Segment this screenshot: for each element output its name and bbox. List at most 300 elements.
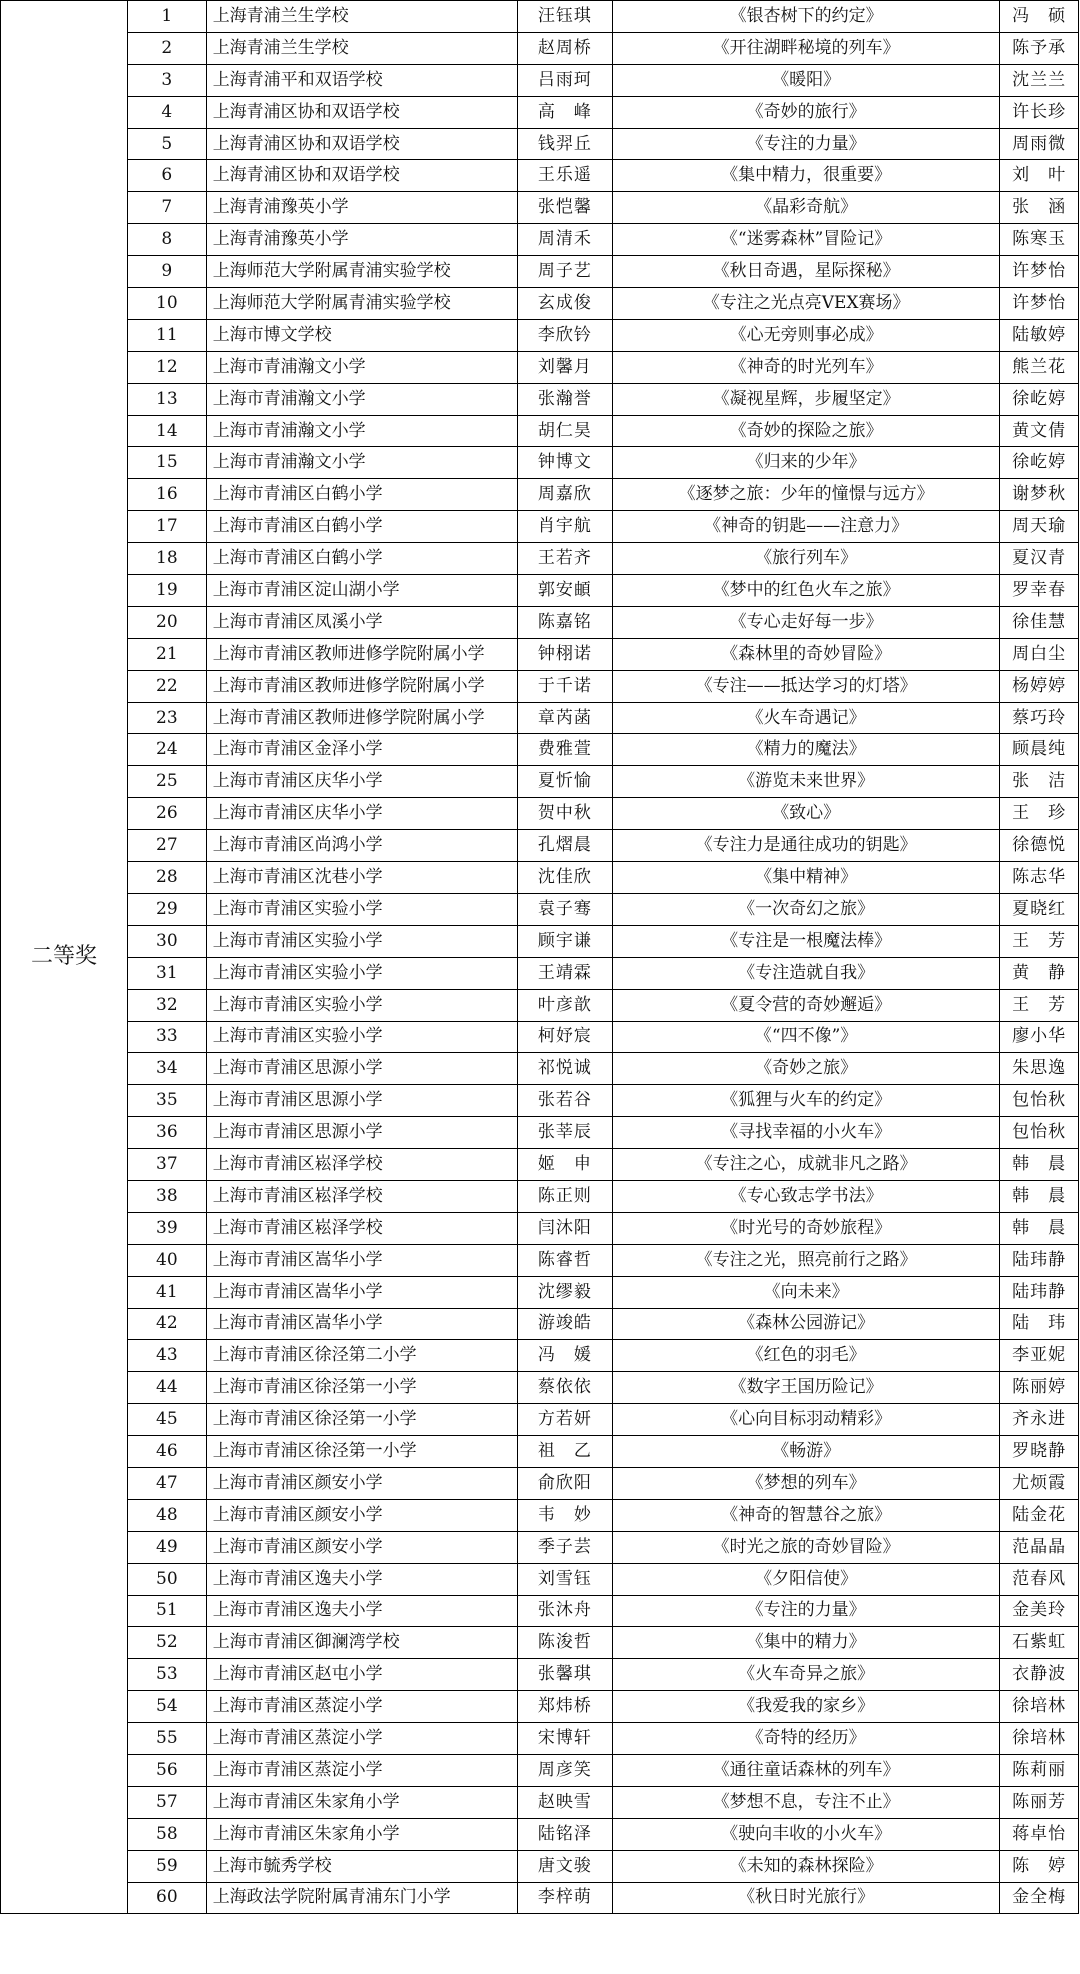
table-row: [1, 1180, 1079, 1212]
student-name: 叶彦歆: [517, 989, 612, 1021]
student-name: 柯妤宸: [517, 1021, 612, 1053]
teacher-name: 夏汉青: [1000, 543, 1079, 575]
student-name: 方若妍: [517, 1404, 612, 1436]
work-title: 《专注——抵达学习的灯塔》: [612, 670, 999, 702]
table-row: [1, 575, 1079, 607]
work-title: 《致心》: [612, 798, 999, 830]
row-number: 52: [127, 1627, 206, 1659]
table-row: [1, 1244, 1079, 1276]
table-row: [1, 192, 1079, 224]
student-name: 贺中秋: [517, 798, 612, 830]
student-name: 陈正则: [517, 1180, 612, 1212]
teacher-name: 许长珍: [1000, 96, 1079, 128]
school-name: 上海市青浦区嵩华小学: [206, 1244, 517, 1276]
teacher-name: 夏晓红: [1000, 893, 1079, 925]
work-title: 《归来的少年》: [612, 447, 999, 479]
table-row: [1, 1021, 1079, 1053]
row-number: 19: [127, 575, 206, 607]
row-number: 31: [127, 957, 206, 989]
table-row: [1, 1659, 1079, 1691]
school-name: 上海市毓秀学校: [206, 1850, 517, 1882]
table-row: [1, 32, 1079, 64]
work-title: 《集中的精力》: [612, 1627, 999, 1659]
teacher-name: 刘 叶: [1000, 160, 1079, 192]
school-name: 上海市青浦瀚文小学: [206, 351, 517, 383]
teacher-name: 沈兰兰: [1000, 64, 1079, 96]
student-name: 张恺馨: [517, 192, 612, 224]
table-row: [1, 1212, 1079, 1244]
teacher-name: 韩 晨: [1000, 1212, 1079, 1244]
student-name: 祖 乙: [517, 1436, 612, 1468]
table-row: [1, 256, 1079, 288]
work-title: 《专注造就自我》: [612, 957, 999, 989]
teacher-name: 齐永进: [1000, 1404, 1079, 1436]
teacher-name: 陈丽芳: [1000, 1786, 1079, 1818]
teacher-name: 王 芳: [1000, 925, 1079, 957]
row-number: 7: [127, 192, 206, 224]
row-number: 40: [127, 1244, 206, 1276]
work-title: 《梦想不息，专注不止》: [612, 1786, 999, 1818]
school-name: 上海青浦豫英小学: [206, 192, 517, 224]
teacher-name: 周天瑜: [1000, 511, 1079, 543]
teacher-name: 冯 硕: [1000, 1, 1079, 33]
school-name: 上海青浦兰生学校: [206, 1, 517, 33]
teacher-name: 陈寒玉: [1000, 224, 1079, 256]
row-number: 42: [127, 1308, 206, 1340]
row-number: 6: [127, 160, 206, 192]
table-row: [1, 1850, 1079, 1882]
table-row: [1, 447, 1079, 479]
student-name: 胡仁昊: [517, 415, 612, 447]
teacher-name: 廖小华: [1000, 1021, 1079, 1053]
work-title: 《红色的羽毛》: [612, 1340, 999, 1372]
student-name: 张莘辰: [517, 1117, 612, 1149]
work-title: 《秋日时光旅行》: [612, 1882, 999, 1914]
teacher-name: 杨婷婷: [1000, 670, 1079, 702]
school-name: 上海市青浦区实验小学: [206, 893, 517, 925]
row-number: 16: [127, 479, 206, 511]
table-row: [1, 1754, 1079, 1786]
student-name: 于千诺: [517, 670, 612, 702]
table-row: [1, 96, 1079, 128]
student-name: 吕雨珂: [517, 64, 612, 96]
school-name: 上海青浦平和双语学校: [206, 64, 517, 96]
teacher-name: 黄文倩: [1000, 415, 1079, 447]
student-name: 沈缪毅: [517, 1276, 612, 1308]
school-name: 上海市青浦区实验小学: [206, 957, 517, 989]
row-number: 1: [127, 1, 206, 33]
teacher-name: 罗晓静: [1000, 1436, 1079, 1468]
student-name: 王乐遥: [517, 160, 612, 192]
teacher-name: 徐佳慧: [1000, 606, 1079, 638]
row-number: 15: [127, 447, 206, 479]
row-number: 23: [127, 702, 206, 734]
student-name: 冯 媛: [517, 1340, 612, 1372]
work-title: 《集中精力，很重要》: [612, 160, 999, 192]
student-name: 刘馨月: [517, 351, 612, 383]
table-row: [1, 702, 1079, 734]
school-name: 上海市青浦区思源小学: [206, 1053, 517, 1085]
school-name: 上海市青浦区思源小学: [206, 1085, 517, 1117]
table-row: [1, 1436, 1079, 1468]
student-name: 赵周桥: [517, 32, 612, 64]
table-row: [1, 511, 1079, 543]
table-row: [1, 606, 1079, 638]
school-name: 上海市青浦区蒸淀小学: [206, 1691, 517, 1723]
row-number: 56: [127, 1754, 206, 1786]
school-name: 上海市青浦区崧泽学校: [206, 1180, 517, 1212]
row-number: 50: [127, 1563, 206, 1595]
work-title: 《专注的力量》: [612, 1595, 999, 1627]
teacher-name: 陆玮静: [1000, 1244, 1079, 1276]
table-row: [1, 1276, 1079, 1308]
table-row: [1, 1627, 1079, 1659]
teacher-name: 衣静波: [1000, 1659, 1079, 1691]
school-name: 上海市青浦区御澜湾学校: [206, 1627, 517, 1659]
row-number: 4: [127, 96, 206, 128]
student-name: 蔡依依: [517, 1372, 612, 1404]
student-name: 袁子骞: [517, 893, 612, 925]
row-number: 12: [127, 351, 206, 383]
table-row: [1, 1053, 1079, 1085]
row-number: 21: [127, 638, 206, 670]
work-title: 《专心走好每一步》: [612, 606, 999, 638]
school-name: 上海市青浦区淀山湖小学: [206, 575, 517, 607]
work-title: 《向未来》: [612, 1276, 999, 1308]
school-name: 上海市青浦区教师进修学院附属小学: [206, 702, 517, 734]
work-title: 《火车奇异之旅》: [612, 1659, 999, 1691]
table-row: [1, 64, 1079, 96]
teacher-name: 陈予承: [1000, 32, 1079, 64]
school-name: 上海市青浦区教师进修学院附属小学: [206, 638, 517, 670]
school-name: 上海市青浦区颜安小学: [206, 1531, 517, 1563]
work-title: 《专注之心，成就非凡之路》: [612, 1149, 999, 1181]
row-number: 47: [127, 1467, 206, 1499]
student-name: 夏忻愉: [517, 766, 612, 798]
row-number: 34: [127, 1053, 206, 1085]
table-row: [1, 1531, 1079, 1563]
school-name: 上海市青浦区徐泾第一小学: [206, 1404, 517, 1436]
student-name: 沈佳欣: [517, 862, 612, 894]
work-title: 《开往湖畔秘境的列车》: [612, 32, 999, 64]
table-row: [1, 288, 1079, 320]
table-row: [1, 1372, 1079, 1404]
table-row: [1, 1723, 1079, 1755]
school-name: 上海市青浦区崧泽学校: [206, 1149, 517, 1181]
school-name: 上海师范大学附属青浦实验学校: [206, 288, 517, 320]
award-level-cell: 二等奖: [1, 1, 128, 1914]
teacher-name: 周白尘: [1000, 638, 1079, 670]
student-name: 陆铭泽: [517, 1818, 612, 1850]
school-name: 上海市青浦区颜安小学: [206, 1467, 517, 1499]
school-name: 上海市青浦瀚文小学: [206, 447, 517, 479]
student-name: 费雅萱: [517, 734, 612, 766]
teacher-name: 王 芳: [1000, 989, 1079, 1021]
school-name: 上海市青浦区实验小学: [206, 1021, 517, 1053]
row-number: 37: [127, 1149, 206, 1181]
work-title: 《银杏树下的约定》: [612, 1, 999, 33]
teacher-name: 包怡秋: [1000, 1085, 1079, 1117]
teacher-name: 徐培林: [1000, 1691, 1079, 1723]
student-name: 季子芸: [517, 1531, 612, 1563]
work-title: 《梦想的列车》: [612, 1467, 999, 1499]
work-title: 《专注是一根魔法棒》: [612, 925, 999, 957]
teacher-name: 熊兰花: [1000, 351, 1079, 383]
table-row: [1, 128, 1079, 160]
student-name: 周彦笑: [517, 1754, 612, 1786]
work-title: 《森林公园游记》: [612, 1308, 999, 1340]
row-number: 5: [127, 128, 206, 160]
row-number: 53: [127, 1659, 206, 1691]
school-name: 上海市青浦区赵屯小学: [206, 1659, 517, 1691]
work-title: 《一次奇幻之旅》: [612, 893, 999, 925]
teacher-name: 王 珍: [1000, 798, 1079, 830]
row-number: 9: [127, 256, 206, 288]
row-number: 10: [127, 288, 206, 320]
row-number: 58: [127, 1818, 206, 1850]
school-name: 上海市青浦区徐泾第一小学: [206, 1372, 517, 1404]
teacher-name: 韩 晨: [1000, 1149, 1079, 1181]
table-row: [1, 1818, 1079, 1850]
work-title: 《驶向丰收的小火车》: [612, 1818, 999, 1850]
school-name: 上海市青浦区白鹤小学: [206, 511, 517, 543]
school-name: 上海市青浦区实验小学: [206, 925, 517, 957]
table-row: [1, 989, 1079, 1021]
teacher-name: 陆敏婷: [1000, 319, 1079, 351]
school-name: 上海市青浦区颜安小学: [206, 1499, 517, 1531]
work-title: 《夕阳信使》: [612, 1563, 999, 1595]
school-name: 上海市青浦区蒸淀小学: [206, 1754, 517, 1786]
work-title: 《奇特的经历》: [612, 1723, 999, 1755]
work-title: 《奇妙的探险之旅》: [612, 415, 999, 447]
school-name: 上海市青浦区思源小学: [206, 1117, 517, 1149]
table-row: [1, 830, 1079, 862]
row-number: 35: [127, 1085, 206, 1117]
row-number: 32: [127, 989, 206, 1021]
table-row: [1, 1882, 1079, 1914]
row-number: 43: [127, 1340, 206, 1372]
work-title: 《专注力是通往成功的钥匙》: [612, 830, 999, 862]
work-title: 《通往童话森林的列车》: [612, 1754, 999, 1786]
student-name: 钟博文: [517, 447, 612, 479]
student-name: 王靖霖: [517, 957, 612, 989]
teacher-name: 陈 婷: [1000, 1850, 1079, 1882]
table-row: [1, 638, 1079, 670]
row-number: 59: [127, 1850, 206, 1882]
school-name: 上海青浦区协和双语学校: [206, 128, 517, 160]
table-row: [1, 1563, 1079, 1595]
school-name: 上海市青浦区徐泾第二小学: [206, 1340, 517, 1372]
table-row: [1, 862, 1079, 894]
student-name: 张沐舟: [517, 1595, 612, 1627]
table-row: [1, 383, 1079, 415]
table-row: [1, 1340, 1079, 1372]
school-name: 上海市青浦区逸夫小学: [206, 1563, 517, 1595]
row-number: 29: [127, 893, 206, 925]
row-number: 33: [127, 1021, 206, 1053]
teacher-name: 范春风: [1000, 1563, 1079, 1595]
work-title: 《奇妙之旅》: [612, 1053, 999, 1085]
table-row: [1, 766, 1079, 798]
teacher-name: 徐德悦: [1000, 830, 1079, 862]
work-title: 《逐梦之旅：少年的憧憬与远方》: [612, 479, 999, 511]
table-row: [1, 925, 1079, 957]
student-name: 张瀚誉: [517, 383, 612, 415]
teacher-name: 陈丽婷: [1000, 1372, 1079, 1404]
table-row: [1, 1499, 1079, 1531]
student-name: 肖宇航: [517, 511, 612, 543]
work-title: 《秋日奇遇，星际探秘》: [612, 256, 999, 288]
teacher-name: 许梦怡: [1000, 288, 1079, 320]
student-name: 游竣皓: [517, 1308, 612, 1340]
row-number: 2: [127, 32, 206, 64]
school-name: 上海市青浦区白鹤小学: [206, 543, 517, 575]
work-title: 《未知的森林探险》: [612, 1850, 999, 1882]
teacher-name: 石紫虹: [1000, 1627, 1079, 1659]
student-name: 周清禾: [517, 224, 612, 256]
teacher-name: 包怡秋: [1000, 1117, 1079, 1149]
teacher-name: 许梦怡: [1000, 256, 1079, 288]
table-row: [1, 1117, 1079, 1149]
student-name: 章芮菡: [517, 702, 612, 734]
teacher-name: 谢梦秋: [1000, 479, 1079, 511]
teacher-name: 罗幸春: [1000, 575, 1079, 607]
teacher-name: 陈志华: [1000, 862, 1079, 894]
row-number: 28: [127, 862, 206, 894]
row-number: 24: [127, 734, 206, 766]
table-row: [1, 670, 1079, 702]
table-row: [1, 543, 1079, 575]
student-name: 张馨琪: [517, 1659, 612, 1691]
teacher-name: 金全梅: [1000, 1882, 1079, 1914]
table-row: [1, 957, 1079, 989]
school-name: 上海市青浦瀚文小学: [206, 383, 517, 415]
row-number: 18: [127, 543, 206, 575]
work-title: 《“迷雾森林”冒险记》: [612, 224, 999, 256]
work-title: 《畅游》: [612, 1436, 999, 1468]
work-title: 《时光之旅的奇妙冒险》: [612, 1531, 999, 1563]
teacher-name: 韩 晨: [1000, 1180, 1079, 1212]
student-name: 顾宇谦: [517, 925, 612, 957]
student-name: 高 峰: [517, 96, 612, 128]
school-name: 上海市青浦区崧泽学校: [206, 1212, 517, 1244]
school-name: 上海政法学院附属青浦东门小学: [206, 1882, 517, 1914]
teacher-name: 范晶晶: [1000, 1531, 1079, 1563]
student-name: 周子艺: [517, 256, 612, 288]
student-name: 陈睿哲: [517, 1244, 612, 1276]
student-name: 赵映雪: [517, 1786, 612, 1818]
table-row: [1, 1404, 1079, 1436]
student-name: 刘雪钰: [517, 1563, 612, 1595]
student-name: 宋博轩: [517, 1723, 612, 1755]
work-title: 《旅行列车》: [612, 543, 999, 575]
student-name: 韦 妙: [517, 1499, 612, 1531]
row-number: 60: [127, 1882, 206, 1914]
table-row: [1, 798, 1079, 830]
row-number: 13: [127, 383, 206, 415]
work-title: 《集中精神》: [612, 862, 999, 894]
student-name: 李梓萌: [517, 1882, 612, 1914]
teacher-name: 张 涵: [1000, 192, 1079, 224]
school-name: 上海市青浦区庆华小学: [206, 798, 517, 830]
teacher-name: 徐屹婷: [1000, 447, 1079, 479]
student-name: 张若谷: [517, 1085, 612, 1117]
work-title: 《奇妙的旅行》: [612, 96, 999, 128]
school-name: 上海市青浦区沈巷小学: [206, 862, 517, 894]
teacher-name: 李亚妮: [1000, 1340, 1079, 1372]
table-row: [1, 1308, 1079, 1340]
table-row: [1, 319, 1079, 351]
work-title: 《神奇的钥匙——注意力》: [612, 511, 999, 543]
work-title: 《晶彩奇航》: [612, 192, 999, 224]
work-title: 《游览未来世界》: [612, 766, 999, 798]
school-name: 上海市青浦区金泽小学: [206, 734, 517, 766]
row-number: 44: [127, 1372, 206, 1404]
student-name: 唐文骏: [517, 1850, 612, 1882]
school-name: 上海市青浦区庆华小学: [206, 766, 517, 798]
work-title: 《数字王国历险记》: [612, 1372, 999, 1404]
row-number: 20: [127, 606, 206, 638]
row-number: 54: [127, 1691, 206, 1723]
work-title: 《心向目标羽动精彩》: [612, 1404, 999, 1436]
teacher-name: 徐培林: [1000, 1723, 1079, 1755]
school-name: 上海青浦区协和双语学校: [206, 96, 517, 128]
table-row: [1, 224, 1079, 256]
work-title: 《神奇的时光列车》: [612, 351, 999, 383]
teacher-name: 张 洁: [1000, 766, 1079, 798]
table-row: [1, 1467, 1079, 1499]
work-title: 《“四不像”》: [612, 1021, 999, 1053]
row-number: 36: [127, 1117, 206, 1149]
work-title: 《火车奇遇记》: [612, 702, 999, 734]
student-name: 汪钰琪: [517, 1, 612, 33]
table-row: [1, 1085, 1079, 1117]
row-number: 48: [127, 1499, 206, 1531]
school-name: 上海市青浦区朱家角小学: [206, 1818, 517, 1850]
student-name: 周嘉欣: [517, 479, 612, 511]
school-name: 上海市青浦瀚文小学: [206, 415, 517, 447]
teacher-name: 陆金花: [1000, 1499, 1079, 1531]
school-name: 上海市青浦区教师进修学院附属小学: [206, 670, 517, 702]
table-row: [1, 1595, 1079, 1627]
teacher-name: 黄 静: [1000, 957, 1079, 989]
school-name: 上海市青浦区朱家角小学: [206, 1786, 517, 1818]
student-name: 李欣钤: [517, 319, 612, 351]
row-number: 22: [127, 670, 206, 702]
work-title: 《专注之光点亮VEX赛场》: [612, 288, 999, 320]
table-row: [1, 734, 1079, 766]
row-number: 38: [127, 1180, 206, 1212]
work-title: 《梦中的红色火车之旅》: [612, 575, 999, 607]
school-name: 上海市青浦区徐泾第一小学: [206, 1436, 517, 1468]
row-number: 11: [127, 319, 206, 351]
teacher-name: 蒋卓怡: [1000, 1818, 1079, 1850]
student-name: 郑炜桥: [517, 1691, 612, 1723]
school-name: 上海市青浦区尚鸿小学: [206, 830, 517, 862]
table-row: [1, 479, 1079, 511]
student-name: 孔熠晨: [517, 830, 612, 862]
school-name: 上海市青浦区实验小学: [206, 989, 517, 1021]
work-title: 《专注的力量》: [612, 128, 999, 160]
student-name: 钱羿丘: [517, 128, 612, 160]
teacher-name: 尤烦霞: [1000, 1467, 1079, 1499]
student-name: 王若齐: [517, 543, 612, 575]
teacher-name: 金美玲: [1000, 1595, 1079, 1627]
row-number: 8: [127, 224, 206, 256]
school-name: 上海市青浦区蒸淀小学: [206, 1723, 517, 1755]
row-number: 45: [127, 1404, 206, 1436]
row-number: 17: [127, 511, 206, 543]
